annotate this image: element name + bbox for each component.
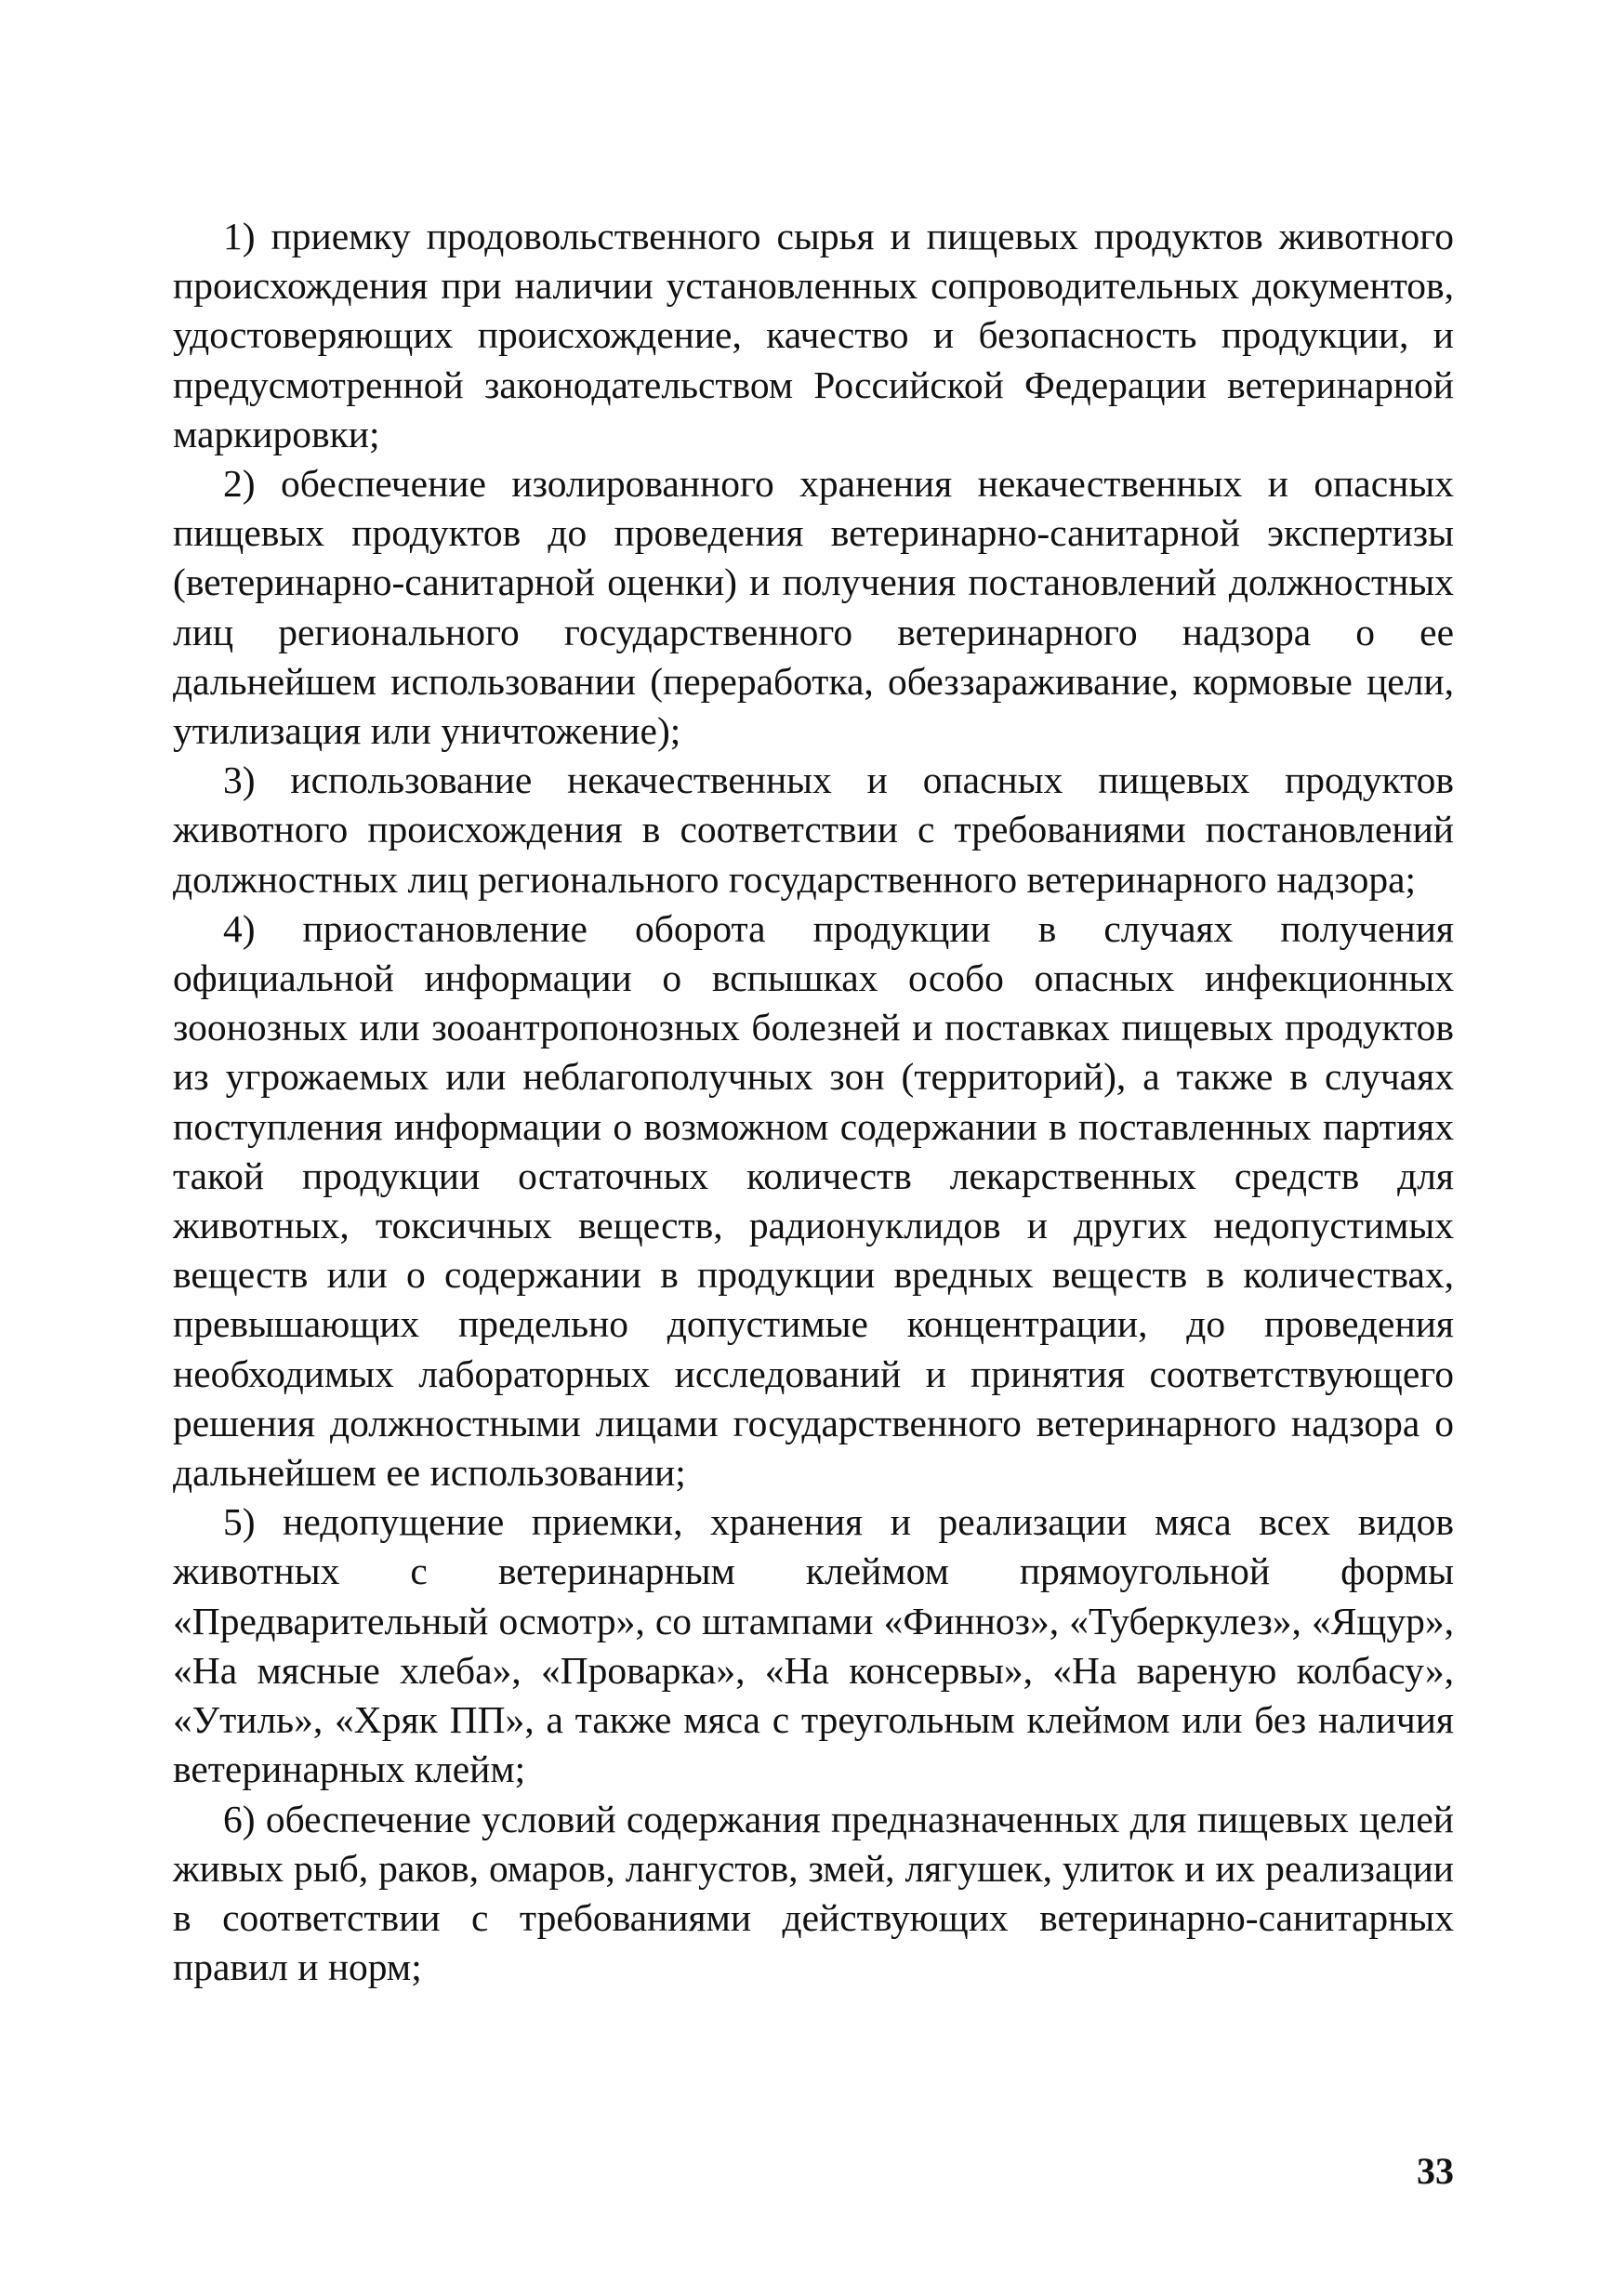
paragraph-6: 6) обеспечение условий содержания предназначенных для пищевых целей живых рыб, раков, омаров, лангустов, змей, лягушек, улиток и их реализации в соответствии с требованиями действующих ветеринарно-санитарных правил и норм; <box>173 1797 1454 1989</box>
page-body <box>173 212 1454 1992</box>
paragraph-1: 1) приемку продовольственного сырья и пищевых продуктов животного происхождения при наличии установленных сопроводительных документов, удостоверяющих происхождение, качество и безопасность продукции, и предусмотренной законодательством Российской Федерации ветеринарной маркировки; <box>173 215 1454 455</box>
paragraph-3: 3) использование некачественных и опасных пищевых продуктов животного происхождения в соответствии с требованиями постановлений должностных лиц регионального государственного ветеринарного надзора; <box>173 758 1454 901</box>
paragraph-5: 5) недопущение приемки, хранения и реализации мяса всех видов животных с ветеринарным клеймом прямоугольной формы «Предварительный осмотр», со штампами «Финноз», «Туберкулез», «Ящур», «На мясные хлеба», «Проварка», «На консервы», «На вареную колбасу», «Утиль», «Хряк ПП», а также мяса с треугольным клеймом или без наличия ветеринарных клейм; <box>173 1500 1454 1791</box>
paragraph-2: 2) обеспечение изолированного хранения некачественных и опасных пищевых продуктов до проведения ветеринарно-санитарной экспертизы (ветеринарно-санитарной оценки) и получения постановлений должностных лиц регионального государственного ветеринарного надзора о ее дальнейшем использовании (переработка, обеззараживание, кормовые цели, утилизация или уничтожение); <box>173 462 1454 753</box>
paragraph-4: 4) приостановление оборота продукции в случаях получения официальной информации о вспышках особо опасных инфекционных зоонозных или зооантропонозных болезней и поставках пищевых продуктов из угрожаемых или неблагополучных зон (территорий), а также в случаях поступления информации о возможном содержании в поставленных партиях такой продукции остаточных количеств лекарственных средств для животных, токсичных веществ, радионуклидов и других недопустимых веществ или о содержании в продукции вредных веществ в количествах, превышающих предельно допустимые концентрации, до проведения необходимых лабораторных исследований и принятия соответствующего решения должностными лицами государственного ветеринарного надзора о дальнейшем ее использовании; <box>173 906 1454 1495</box>
page-number: 33 <box>1417 2150 1454 2192</box>
